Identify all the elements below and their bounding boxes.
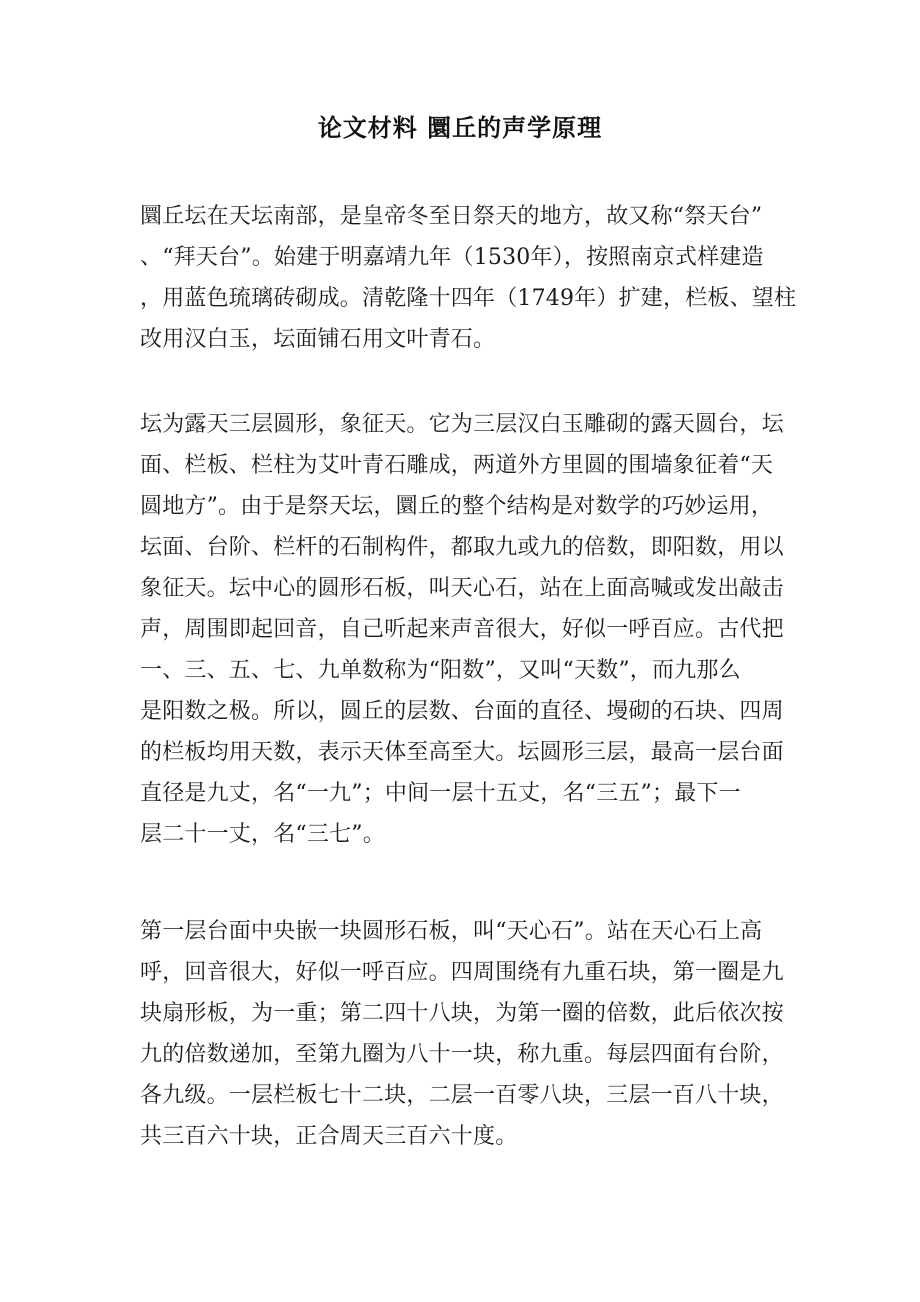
text-line: 层二十一丈，名“三七”。 xyxy=(140,822,385,847)
text-line: 改用汉白玉，坛面铺石用文叶青石。 xyxy=(140,327,496,352)
text-line: 面、栏板、栏柱为艾叶青石雕成，两道外方里圆的围墙象征着“天 xyxy=(140,453,774,478)
text-line: 坛面、台阶、栏杆的石制构件，都取九或九的倍数，即阳数，用以 xyxy=(140,535,784,560)
paragraph-origin xyxy=(140,196,797,360)
document-title: 论文材料 圜丘的声学原理 xyxy=(317,114,603,142)
text-line: 象征天。坛中心的圆形石板，叫天心石，站在上面高喊或发出敲击 xyxy=(140,576,784,601)
text-line: 直径是九丈，名“一九”；中间一层十五丈，名“三五”；最下一 xyxy=(140,781,741,806)
text-line: 圆地方”。由于是祭天坛，圜丘的整个结构是对数学的巧妙运用， xyxy=(140,494,774,519)
text-line: 第一层台面中央嵌一块圆形石板，叫“天心石”。站在天心石上高 xyxy=(140,919,763,944)
text-line: 九的倍数递加，至第九圈为八十一块，称九重。每层四面有台阶， xyxy=(140,1042,784,1067)
text-line: 、“拜天台”。始建于明嘉靖九年（1530年），按照南京式样建造 xyxy=(140,245,764,270)
text-line: 圜丘坛在天坛南部，是皇帝冬至日祭天的地方，故又称“祭天台” xyxy=(140,204,763,229)
text-line: 声，周围即起回音，自己听起来声音很大，好似一呼百应。古代把 xyxy=(140,617,784,642)
text-line: 是阳数之极。所以，圆丘的层数、台面的直径、墁砌的石块、四周 xyxy=(140,699,784,724)
text-line: 各九级。一层栏板七十二块，二层一百零八块，三层一百八十块， xyxy=(140,1083,784,1108)
text-line: 呼，回音很大，好似一呼百应。四周围绕有九重石块，第一圈是九 xyxy=(140,960,784,985)
text-line: ，用蓝色琉璃砖砌成。清乾隆十四年（1749年）扩建，栏板、望柱 xyxy=(140,286,797,311)
text-line: 块扇形板，为一重；第二四十八块，为第一圈的倍数，此后依次按 xyxy=(140,1001,784,1026)
paragraph-heart-stone xyxy=(140,911,784,1157)
text-line: 坛为露天三层圆形，象征天。它为三层汉白玉雕砌的露天圆台，坛 xyxy=(140,412,784,437)
text-line: 共三百六十块，正合周天三百六十度。 xyxy=(140,1124,518,1149)
text-line: 的栏板均用天数，表示天体至高至大。坛圆形三层，最高一层台面 xyxy=(140,740,784,765)
text-line: 一、三、五、七、九单数称为“阳数”，又叫“天数”，而九那么 xyxy=(140,658,741,683)
paragraph-structure xyxy=(140,404,784,855)
